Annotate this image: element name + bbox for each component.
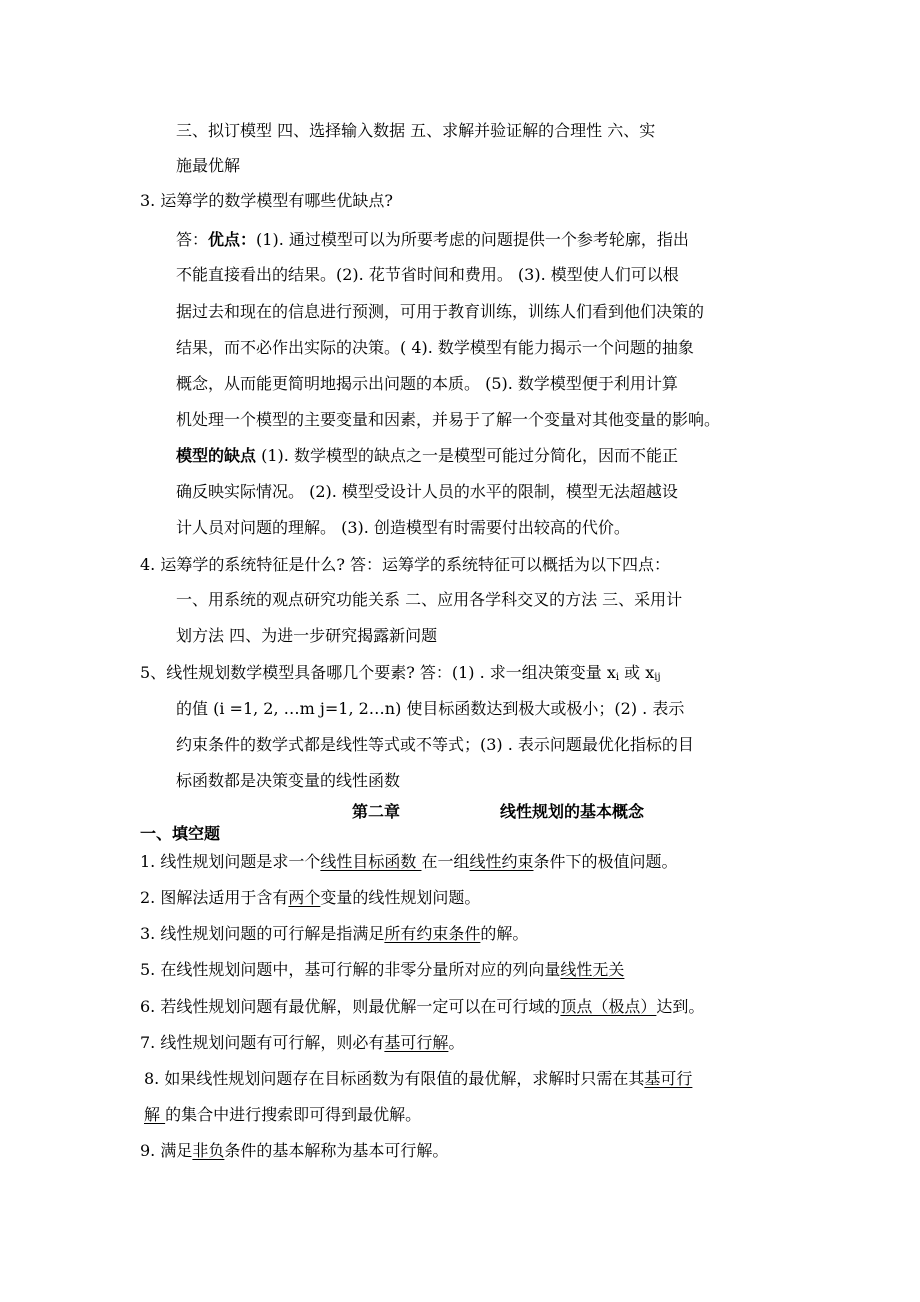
item-text: 。 bbox=[448, 1033, 465, 1052]
item-text: 的解。 bbox=[480, 924, 529, 943]
fill-item-1 bbox=[140, 852, 678, 872]
item-number: 8. bbox=[144, 1069, 160, 1088]
fill-item-8 bbox=[144, 1069, 692, 1089]
fill-blank-answer: 解 bbox=[144, 1105, 166, 1124]
item-text: 条件下的极值问题。 bbox=[533, 852, 678, 871]
item-number: 5. bbox=[140, 960, 156, 979]
fill-blank-answer: 顶点（极点） bbox=[560, 997, 657, 1016]
item-number: 9. bbox=[140, 1141, 156, 1160]
item-text: 的集合中进行搜索即可得到最优解。 bbox=[165, 1105, 422, 1124]
fill-item-7 bbox=[140, 1033, 464, 1053]
item-number: 2. bbox=[140, 888, 156, 907]
fill-item-3 bbox=[140, 924, 528, 944]
item-text: 线性规划问题的可行解是指满足 bbox=[160, 924, 385, 943]
advantages-text: (1). 通过模型可以为所要考虑的问题提供一个参考轮廓，指出 bbox=[256, 230, 689, 249]
fill-blank-answer: 所有约束条件 bbox=[384, 924, 481, 943]
question-text: 线性规划数学模型具备哪几个要素? 答：(1) . 求一组决策变量 x bbox=[166, 663, 616, 682]
advantages-line: 不能直接看出的结果。(2). 花节省时间和费用。 (3). 模型使人们可以根 bbox=[176, 265, 679, 284]
fill-item-8-cont bbox=[144, 1105, 421, 1125]
advantages-line: 据过去和现在的信息进行预测，可用于教育训练，训练人们看到他们决策的 bbox=[176, 302, 705, 321]
fill-blank-answer: 线性目标函数 bbox=[320, 852, 422, 871]
chapter-title: 线性规划的基本概念 bbox=[500, 802, 645, 821]
question-text: 运筹学的数学模型有哪些优缺点? bbox=[160, 191, 393, 210]
fill-blank-answer: 基可行解 bbox=[384, 1033, 449, 1052]
advantages-line: 机处理一个模型的主要变量和因素，并易于了解一个变量对其他变量的影响。 bbox=[176, 410, 721, 429]
fill-blank-answer: 两个 bbox=[288, 888, 321, 907]
answer-line: 划方法 四、为进一步研究揭露新问题 bbox=[176, 626, 438, 645]
answer-line: 的值 (i =1, 2, …m j=1, 2…n) 使目标函数达到极大或极小；(2) . 表示 bbox=[176, 699, 685, 718]
item-number: 6. bbox=[140, 997, 156, 1016]
section-heading: 一、填空题 bbox=[140, 824, 221, 843]
disadvantages-line: 确反映实际情况。 (2). 模型受设计人员的水平的限制，模型无法超越设 bbox=[176, 482, 678, 501]
question-number: 4. bbox=[140, 555, 156, 574]
chapter-number: 第二章 bbox=[352, 802, 401, 821]
question-number: 5、 bbox=[140, 663, 167, 682]
answer-line: 一、用系统的观点研究功能关系 二、应用各学科交叉的方法 三、采用计 bbox=[176, 590, 683, 609]
question-text-or: 或 x bbox=[619, 663, 655, 682]
disadvantages-label: 模型的缺点 bbox=[176, 446, 257, 465]
item-number: 3. bbox=[140, 924, 156, 943]
question-5 bbox=[140, 663, 661, 683]
item-text: 线性规划问题有可行解，则必有 bbox=[160, 1033, 385, 1052]
advantages-label: 优点： bbox=[208, 230, 257, 249]
fill-item-5 bbox=[140, 960, 624, 980]
disadvantages-text: (1). 数学模型的缺点之一是模型可能过分简化，因而不能正 bbox=[256, 446, 678, 465]
answer-line: 约束条件的数学式都是线性等式或不等式；(3) . 表示问题最优化指标的目 bbox=[176, 735, 694, 754]
fill-blank-answer: 非负 bbox=[192, 1141, 225, 1160]
item-text: 条件的基本解称为基本可行解。 bbox=[224, 1141, 449, 1160]
item-text: 变量的线性规划问题。 bbox=[320, 888, 481, 907]
advantages-line: 概念，从而能更简明地揭示出问题的本质。 (5). 数学模型便于利用计算 bbox=[176, 374, 678, 393]
disadvantages-first-line bbox=[176, 446, 678, 466]
question-4 bbox=[140, 555, 670, 575]
subscript-i: i bbox=[615, 672, 620, 683]
item-text: 满足 bbox=[160, 1141, 193, 1160]
fill-blank-answer: 线性约束 bbox=[469, 852, 534, 871]
question-3 bbox=[140, 191, 393, 211]
disadvantages-line: 计人员对问题的理解。 (3). 创造模型有时需要付出较高的代价。 bbox=[176, 518, 630, 537]
item-text: 在一组 bbox=[421, 852, 470, 871]
subscript-ij: ij bbox=[654, 672, 661, 683]
item-text: 若线性规划问题有最优解，则最优解一定可以在可行域的 bbox=[160, 997, 561, 1016]
answer-label: 答： bbox=[176, 230, 209, 249]
advantages-first-line bbox=[176, 230, 689, 250]
fill-item-9 bbox=[140, 1141, 448, 1161]
question-number: 3. bbox=[140, 191, 156, 210]
fill-item-2 bbox=[140, 888, 480, 908]
steps-line-cont: 施最优解 bbox=[176, 156, 241, 175]
fill-blank-answer: 基可行 bbox=[644, 1069, 693, 1088]
item-text: 图解法适用于含有 bbox=[160, 888, 289, 907]
steps-line: 三、拟订模型 四、选择输入数据 五、求解并验证解的合理性 六、实 bbox=[176, 121, 656, 140]
fill-item-6 bbox=[140, 997, 704, 1017]
item-text: 达到。 bbox=[656, 997, 705, 1016]
item-text: 如果线性规划问题存在目标函数为有限值的最优解，求解时只需在其 bbox=[164, 1069, 645, 1088]
item-number: 1. bbox=[140, 852, 156, 871]
item-text: 在线性规划问题中，基可行解的非零分量所对应的列向量 bbox=[160, 960, 561, 979]
advantages-line: 结果，而不必作出实际的决策。( 4). 数学模型有能力揭示一个问题的抽象 bbox=[176, 338, 694, 357]
fill-blank-answer: 线性无关 bbox=[560, 960, 625, 979]
item-text: 线性规划问题是求一个 bbox=[160, 852, 321, 871]
item-number: 7. bbox=[140, 1033, 156, 1052]
question-text: 运筹学的系统特征是什么? 答：运筹学的系统特征可以概括为以下四点： bbox=[160, 555, 671, 574]
answer-line: 标函数都是决策变量的线性函数 bbox=[176, 771, 401, 790]
